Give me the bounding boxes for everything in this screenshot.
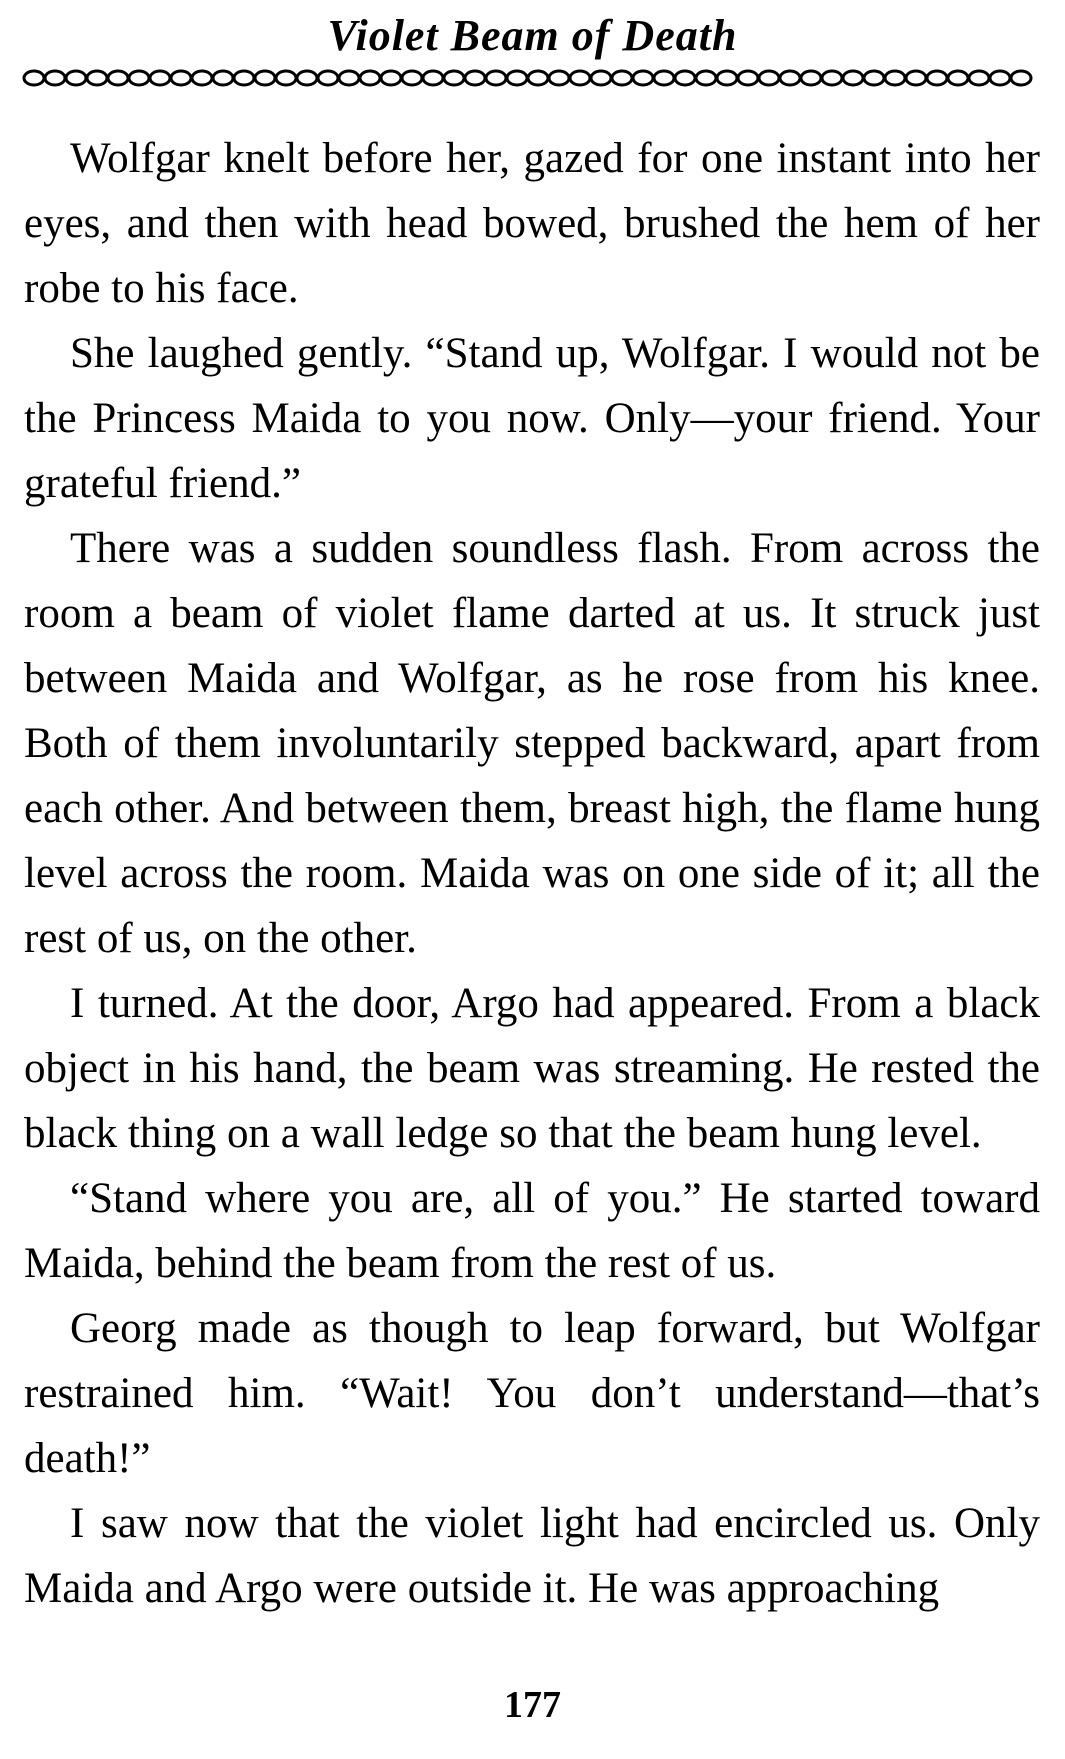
paragraph: Georg made as though to leap forward, but Wolfgar restrained him. “Wait! You don’t understand—that’s death!” bbox=[24, 1305, 1040, 1482]
page-number: 177 bbox=[504, 1684, 561, 1726]
paragraph: I turned. At the door, Argo had appeared. From a black object in his hand, the beam was streaming. He rested the black thing on a wall ledge so that the beam hung level. bbox=[24, 980, 1040, 1157]
paragraph: Wolfgar knelt before her, gazed for one instant into her eyes, and then with head bowed, brushed the hem of her robe to his face. bbox=[24, 135, 1040, 312]
paragraph: She laughed gently. “Stand up, Wolfgar. I would not be the Princess Maida to you now. Only—your friend. Your grateful friend.” bbox=[24, 330, 1040, 507]
paragraph: I saw now that the violet light had encircled us. Only Maida and Argo were outside it. He was approaching bbox=[24, 1500, 1040, 1612]
body-text bbox=[24, 126, 1040, 1621]
running-title: Violet Beam of Death bbox=[327, 11, 738, 60]
ornamental-rule bbox=[22, 66, 1042, 90]
paragraph: “Stand where you are, all of you.” He started toward Maida, behind the beam from the rest of us. bbox=[24, 1175, 1040, 1287]
paragraph: There was a sudden soundless flash. From across the room a beam of violet flame darted at us. It struck just between Maida and Wolfgar, as he rose from his knee. Both of them involuntarily stepped backward, apart from each other. And between them, breast high, the flame hung level across the room. Maida was on one side of it; all the rest of us, on the other. bbox=[24, 525, 1040, 962]
